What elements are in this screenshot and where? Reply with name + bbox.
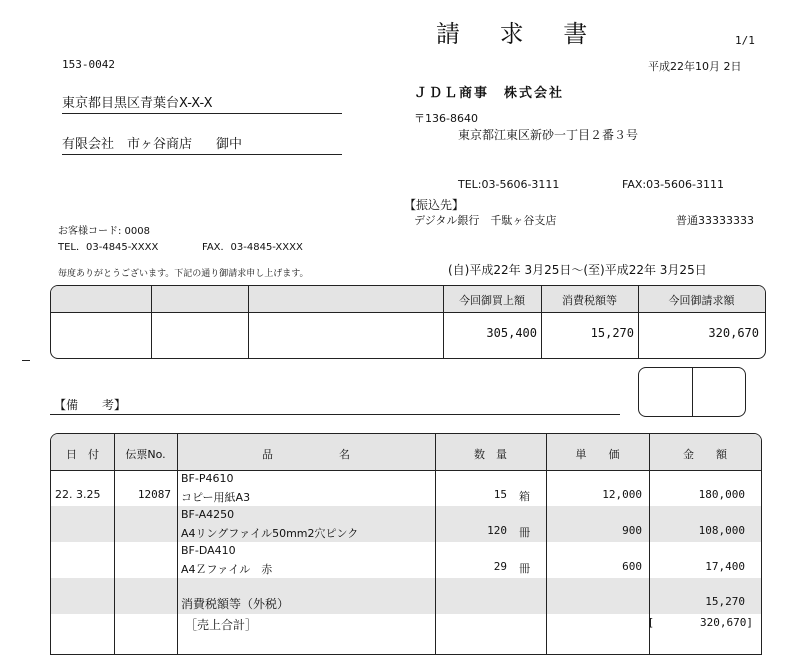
cell-item-code: BF-DA410	[181, 544, 236, 557]
bank-account: 普通33333333	[676, 214, 754, 227]
cell-unit: 箱	[519, 490, 530, 503]
cell-slip: 12087	[137, 488, 171, 501]
cell-price: 12,000	[602, 488, 642, 501]
document-title: 請 求 書	[436, 20, 604, 48]
cell-unit: 冊	[519, 562, 530, 575]
summary-value-tax: 15,270	[590, 326, 634, 340]
bank-heading: 【振込先】	[404, 198, 465, 212]
detail-table	[50, 433, 762, 655]
cell-item-name: A4リングファイル50mm2穴ピンク	[181, 527, 359, 540]
issuer-company: ＪＤＬ商事 株式会社	[414, 86, 565, 101]
tax-label: 消費税額等（外税）	[181, 597, 290, 611]
table-row	[51, 542, 761, 578]
cell-item-code: BF-P4610	[181, 472, 234, 485]
summary-label-purchase: 今回御買上額	[459, 294, 525, 307]
cell-qty: 29	[493, 560, 507, 573]
issuer-fax: FAX:03-5606-3111	[622, 178, 725, 191]
cell-price: 600	[622, 560, 642, 573]
total-amount: 320,670]	[700, 616, 753, 629]
memo-label: 【備 考】	[54, 398, 127, 412]
cell-item-name: A4Ｚファイル 赤	[181, 563, 273, 576]
header-date: 日 付	[66, 448, 99, 461]
cell-amount: 108,000	[698, 524, 745, 537]
summary-label-tax: 消費税額等	[562, 294, 617, 307]
summary-label-billing: 今回御請求額	[668, 294, 735, 307]
customer-name: 有限会社 市ヶ谷商店	[62, 137, 193, 152]
customer-honorific: 御中	[216, 137, 243, 152]
table-row	[51, 506, 761, 542]
customer-code: お客様コード: 0008	[58, 226, 150, 237]
header-amount: 金 額	[683, 448, 727, 461]
cell-item-code: BF-A4250	[181, 508, 235, 521]
cell-date: 22. 3.25	[55, 488, 101, 501]
cell-item-name: コピー用紙A3	[181, 491, 251, 504]
total-label: ［売上合計］	[185, 618, 258, 632]
cell-unit: 冊	[519, 526, 530, 539]
customer-fax: FAX．03-4845-XXXX	[202, 242, 303, 253]
header-item: 品 名	[262, 448, 350, 461]
page-number: 1/1	[735, 34, 755, 47]
tax-amount: 15,270	[705, 595, 745, 608]
cell-qty: 15	[493, 488, 507, 501]
header-qty: 数 量	[474, 448, 507, 461]
memo-underline	[50, 414, 620, 415]
billing-period: (自)平成22年 3月25日～(至)平成22年 3月25日	[448, 263, 707, 277]
summary-table	[50, 285, 766, 359]
total-row	[51, 614, 761, 650]
cell-price: 900	[622, 524, 642, 537]
total-bracket: [	[649, 616, 654, 629]
header-slip: 伝票No.	[125, 448, 166, 461]
issuer-postal: 〒136-8640	[414, 112, 478, 125]
bank-name: デジタル銀行 千駄ヶ谷支店	[414, 214, 557, 227]
margin-mark	[22, 360, 30, 361]
customer-tel: TEL．03-4845-XXXX	[58, 242, 159, 253]
cell-amount: 180,000	[698, 488, 745, 501]
table-row	[51, 470, 761, 506]
issuer-tel: TEL:03-5606-3111	[458, 178, 560, 191]
stamp-box	[638, 367, 746, 417]
thanks-message: 毎度ありがとうございます。下記の通り御請求申し上げます。	[58, 269, 309, 279]
summary-value-purchase: 305,400	[486, 326, 537, 340]
summary-value-billing: 320,670	[708, 326, 759, 340]
summary-divider	[151, 286, 152, 358]
summary-divider	[248, 286, 249, 358]
cell-qty: 120	[487, 524, 507, 537]
issue-date: 平成22年10月 2日	[648, 60, 742, 73]
issuer-address: 東京都江東区新砂一丁目２番３号	[458, 128, 639, 142]
customer-postal-code: 153-0042	[62, 58, 115, 71]
cell-amount: 17,400	[705, 560, 745, 573]
customer-address: 東京都目黒区青葉台X-X-X	[62, 92, 342, 114]
tax-row	[51, 578, 761, 614]
customer-name-line	[62, 133, 342, 155]
stamp-divider	[692, 368, 693, 416]
header-price: 単 価	[575, 448, 620, 461]
